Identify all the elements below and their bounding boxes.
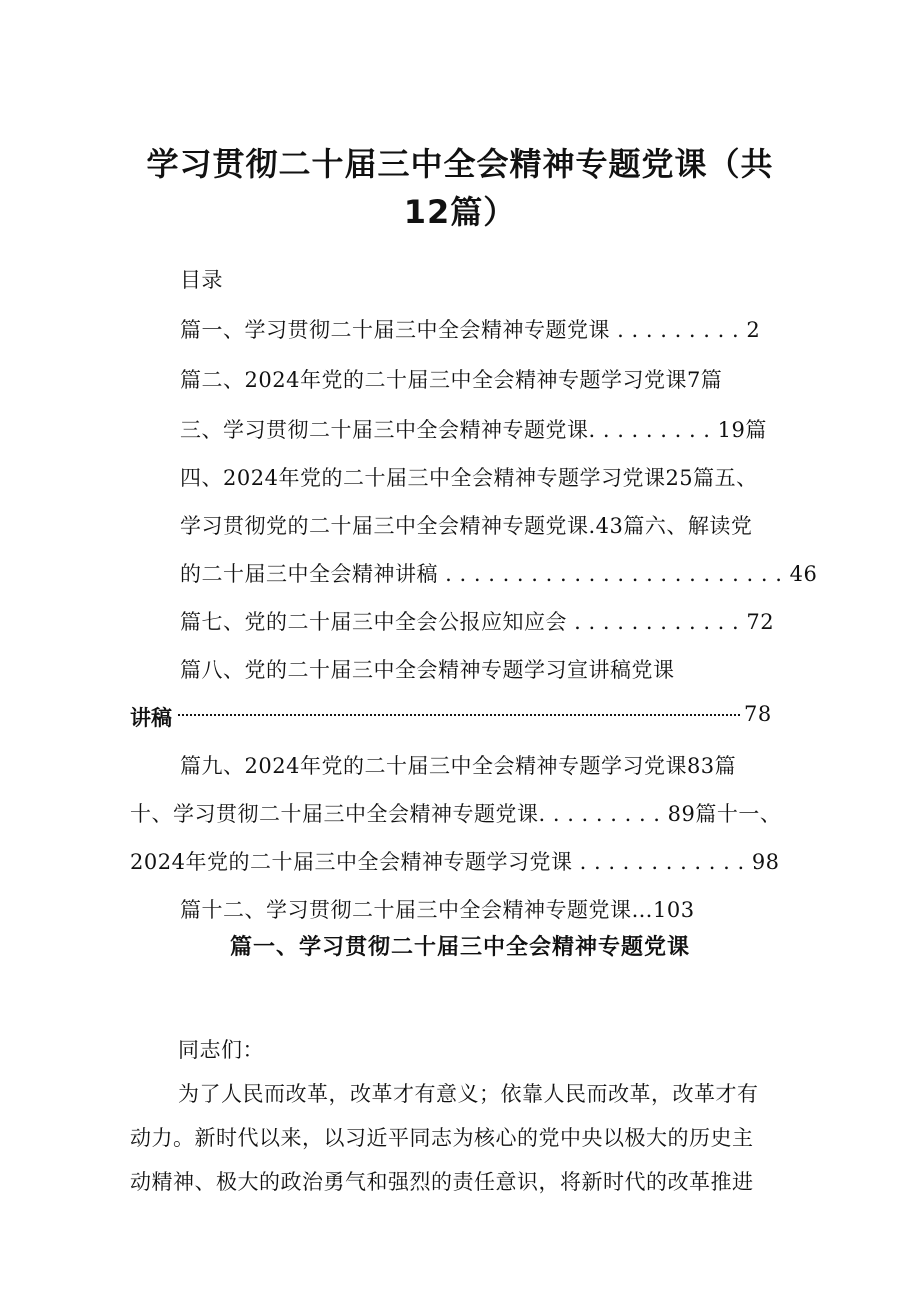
toc-line: 篇十二、学习贯彻二十届三中全会精神专题党课…103 [180,898,695,922]
toc-line: 的二十届三中全会精神讲稿 . . . . . . . . . . . . . . . . . . . . . . . . 46 [180,562,818,586]
toc-line: 篇二、2024年党的二十届三中全会精神专题学习党课7篇 [180,368,723,392]
body-paragraph-line: 为了人民而改革，改革才有意义；依靠人民而改革，改革才有 [178,1082,759,1106]
toc-line: 十、学习贯彻二十届三中全会精神专题党课. . . . . . . . . 89篇十一、 [130,802,782,826]
toc-line-label: 讲稿 [130,706,172,730]
toc-line: 篇一、学习贯彻二十届三中全会精神专题党课 . . . . . . . . . 2 [180,318,761,342]
toc-line: 篇八、党的二十届三中全会精神专题学习宣讲稿党课 [180,658,675,682]
toc-line: 2024年党的二十届三中全会精神专题学习党课 . . . . . . . . . . . . 98 [130,850,780,874]
section-title: 篇一、学习贯彻二十届三中全会精神专题党课 [229,935,690,960]
toc-leader-dots [178,712,740,716]
toc-line: 学习贯彻党的二十届三中全会精神专题党课.43篇六、解读党 [180,514,753,538]
body-paragraph-line: 动力。新时代以来，以习近平同志为核心的党中央以极大的历史主 [130,1126,754,1150]
body-paragraph-line: 动精神、极大的政治勇气和强烈的责任意识，将新时代的改革推进 [130,1170,754,1194]
toc-heading: 目录 [180,268,223,292]
salutation: 同志们： [178,1038,264,1062]
toc-line: 篇九、2024年党的二十届三中全会精神专题学习党课83篇 [180,754,737,778]
toc-page-number: 78 [744,702,772,726]
toc-line: 篇七、党的二十届三中全会公报应知应会 . . . . . . . . . . . . 72 [180,610,775,634]
toc-line: 三、学习贯彻二十届三中全会精神专题党课. . . . . . . . . 19篇 [180,418,767,442]
document-title-line-1: 学习贯彻二十届三中全会精神专题党课（共 [146,145,774,183]
toc-line: 四、2024年党的二十届三中全会精神专题学习党课25篇五、 [180,466,758,490]
document-title-line-2: 12篇） [403,193,517,231]
